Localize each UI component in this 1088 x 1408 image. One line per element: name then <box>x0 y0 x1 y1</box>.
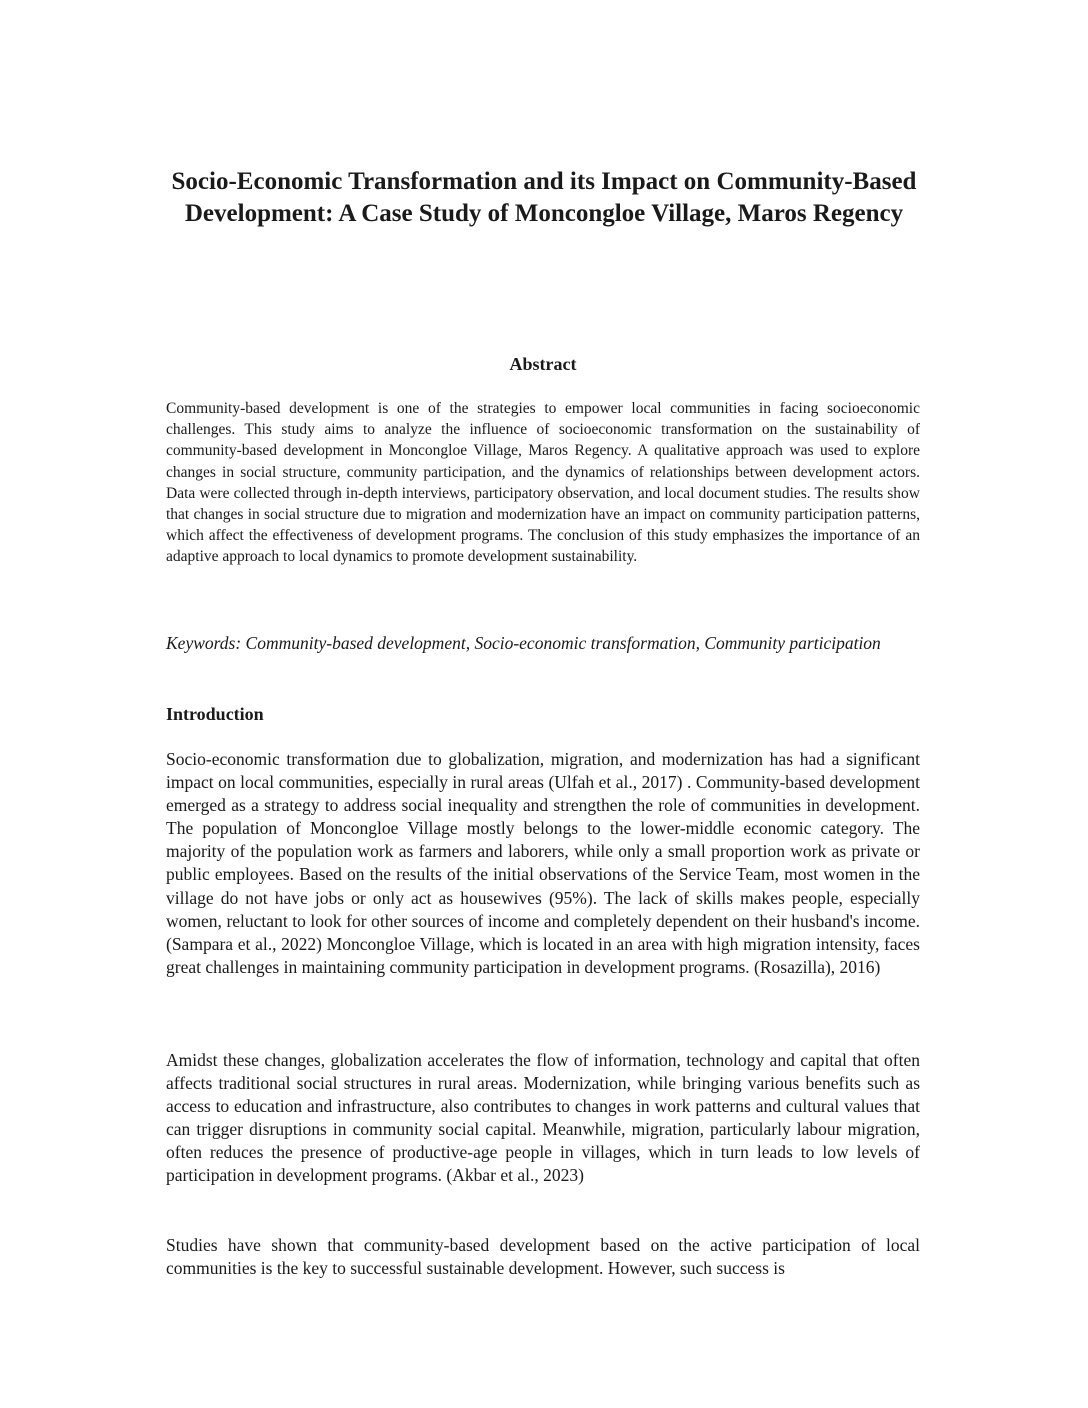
introduction-heading: Introduction <box>166 704 264 724</box>
abstract-text: Community-based development is one of the strategies to empower local communities in facing socioeconomic challenges. This study aims to analyze the influence of socioeconomic transformation on the sustainability of community-based development in Moncongloe Village, Maros Regency. A qualitative approach was used to explore changes in social structure, community participation, and the dynamics of relationships between development actors. Data were collected through in-depth interviews, participatory observation, and local document studies. The results show that changes in social structure due to migration and modernization have an impact on community participation patterns, which affect the effectiveness of development programs. The conclusion of this study emphasizes the importance of an adaptive approach to local dynamics to promote development sustainability. <box>166 400 920 566</box>
paper-title: Socio-Economic Transformation and its Impact on Community-Based Development: A Case Study of Moncongloe Village, Maros Regency <box>171 168 917 227</box>
introduction-paragraph-1: Socio-economic transformation due to globalization, migration, and modernization has had a significant impact on local communities, especially in rural areas (Ulfah et al., 2017) . Community-based development emerged as a strategy to address social inequality and strengthen the role of communities in development. The population of Moncongloe Village mostly belongs to the lower-middle economic category. The majority of the population work as farmers and laborers, while only a small proportion work as private or public employees. Based on the results of the initial observations of the Service Team, most women in the village do not have jobs or only act as housewives (95%). The lack of skills makes people, especially women, reluctant to look for other sources of income and completely dependent on their husband's income. (Sampara et al., 2022) Moncongloe Village, which is located in an area with high migration intensity, faces great challenges in maintaining community participation in development programs. (Rosazilla), 2016) <box>166 749 920 977</box>
introduction-paragraph-2: Amidst these changes, globalization accelerates the flow of information, technology and capital that often affects traditional social structures in rural areas. Modernization, while bringing various benefits such as access to education and infrastructure, also contributes to changes in work patterns and cultural values that can trigger disruptions in community social capital. Meanwhile, migration, particularly labour migration, often reduces the presence of productive-age people in villages, which in turn leads to low levels of participation in development programs. (Akbar et al., 2023) <box>166 1050 920 1186</box>
keywords: Keywords: Community-based development, Socio-economic transformation, Community participation <box>166 633 881 653</box>
introduction-paragraph-3: Studies have shown that community-based development based on the active participation of local communities is the key to successful sustainable development. However, such success is <box>166 1235 920 1279</box>
abstract-heading: Abstract <box>509 354 577 374</box>
